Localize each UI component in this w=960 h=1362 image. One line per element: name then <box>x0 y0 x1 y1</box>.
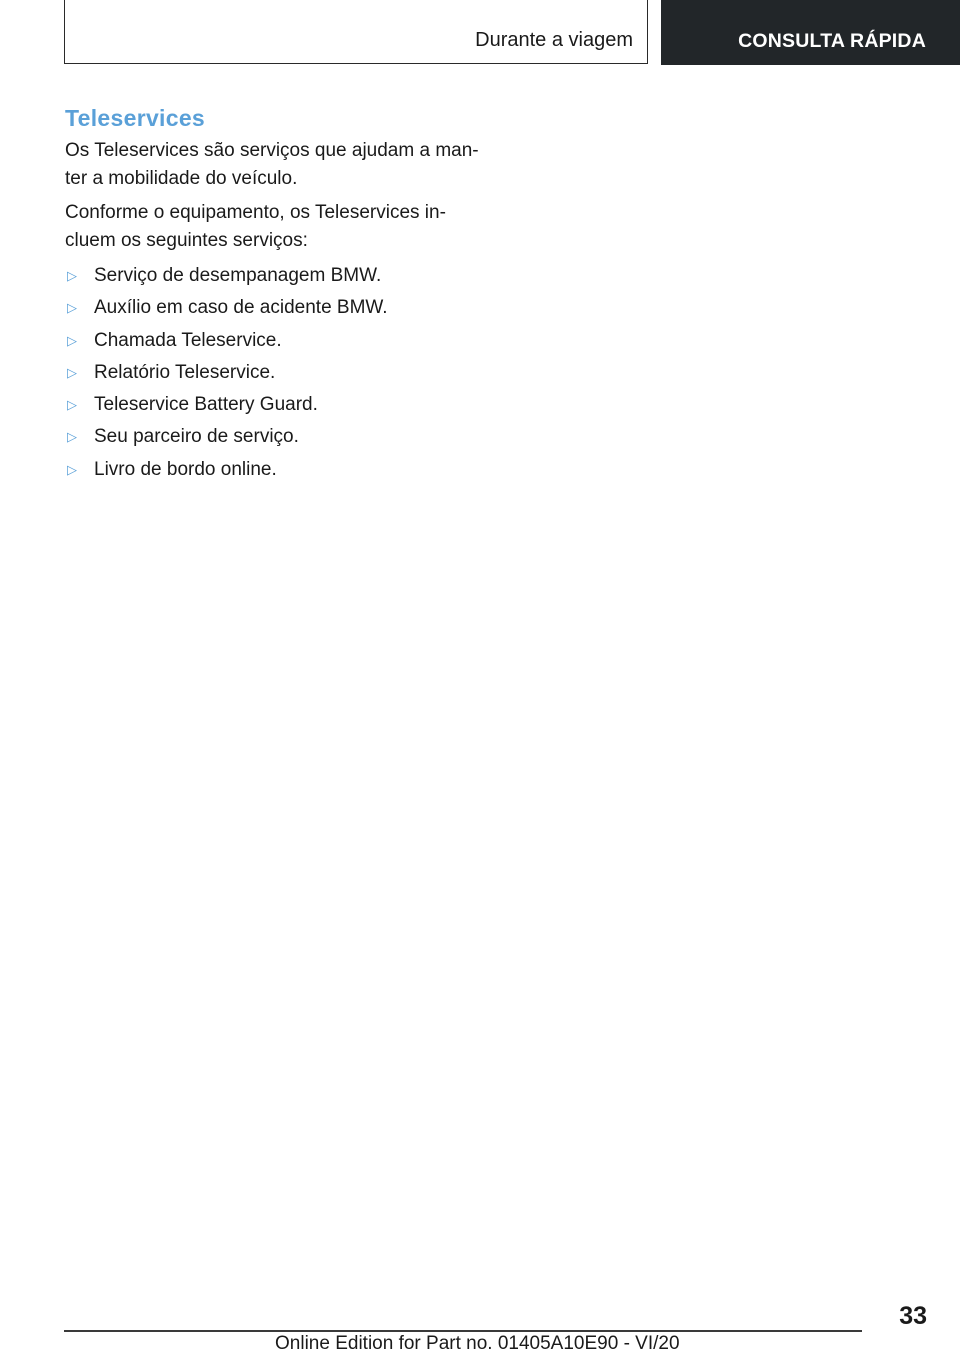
list-item-text: Livro de bordo online. <box>94 458 277 480</box>
list-item <box>65 391 485 419</box>
list-item <box>65 423 485 451</box>
list-item-text: Relatório Teleservice. <box>94 361 276 383</box>
header-tab-label: CONSULTA RÁPIDA <box>738 30 926 52</box>
list-item <box>65 327 485 355</box>
list-item-text: Chamada Teleservice. <box>94 329 282 351</box>
list-item <box>65 262 485 290</box>
main-content <box>65 102 485 488</box>
list-item <box>65 294 485 322</box>
header-section-label: Durante a viagem <box>475 29 633 51</box>
triangle-right-outline-icon: ▷ <box>67 268 77 283</box>
triangle-right-outline-icon: ▷ <box>67 397 77 413</box>
list-item-text: Serviço de desempanagem BMW. <box>94 265 382 286</box>
triangle-right-outline-icon: ▷ <box>67 300 77 316</box>
triangle-right-outline-icon: ▷ <box>67 429 77 445</box>
triangle-right-outline-icon: ▷ <box>67 332 77 348</box>
header-tab <box>661 0 960 65</box>
list-item <box>65 359 485 387</box>
footer-divider <box>64 1330 862 1332</box>
section-title: Teleservices <box>65 105 206 131</box>
triangle-right-outline-icon: ▷ <box>67 461 77 477</box>
paragraph: Os Teleservices são serviços que ajudam a man-ter a mobilidade do veículo. <box>65 140 479 189</box>
paragraph: Conforme o equipamento, os Teleservices in-cluem os seguintes serviços: <box>65 202 446 251</box>
footer-edition-text: Online Edition for Part no. 01405A10E90 - VI/20 <box>275 1333 680 1354</box>
page-number: 33 <box>899 1302 927 1330</box>
header-frame <box>64 0 648 64</box>
list-item <box>65 456 485 484</box>
list-item-text: Auxílio em caso de acidente BMW. <box>94 297 388 319</box>
list-item-text: Seu parceiro de serviço. <box>94 426 299 448</box>
list-item-text: Teleservice Battery Guard. <box>94 394 318 416</box>
bullet-list <box>65 262 485 484</box>
triangle-right-outline-icon: ▷ <box>67 364 77 380</box>
